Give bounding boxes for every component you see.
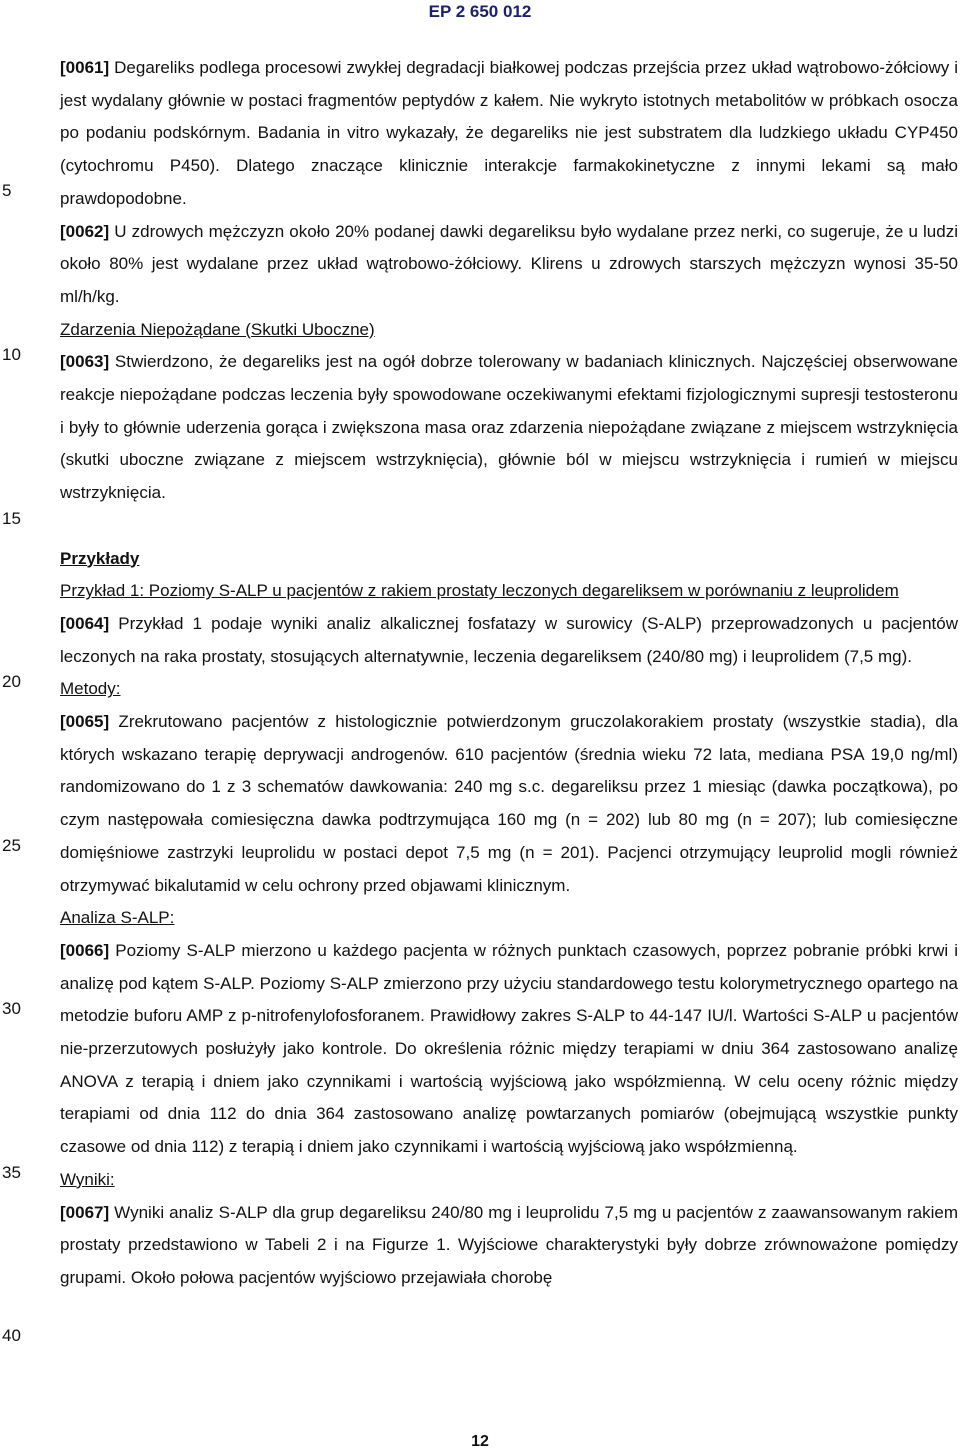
line-number-15: 15 — [2, 509, 21, 528]
paragraph-0062 — [60, 216, 958, 314]
section-heading-examples: Przykłady — [60, 548, 140, 568]
line-number-5: 5 — [2, 181, 12, 200]
line-number-35: 35 — [2, 1163, 21, 1182]
paragraph-text: Zrekrutowano pacjentów z histologicznie potwierdzonym gruczolakorakiem prostaty (wszystkie stadia), dla których wskazano terapię deprywacji androgenów. 610 pacjentów (średnia wieku 72 lata, mediana PSA 19,0 ng/ml) randomizowano do 1 z 3 schematów dawkowania: 240 mg s.c. degareliksu przez 1 miesiąc (dawka początkowa), po czym następowała comiesięczna dawka podtrzymująca 160 mg (n = 202) lub 80 mg (n = 207); lub comiesięczne domięśniowe zastrzyki leuprolidu w postaci depot 7,5 mg (n = 201). Pacjenci otrzymujący leuprolid mogli również otrzymywać bikalutamid w celu ochrony przed objawami klinicznym. — [60, 712, 958, 895]
paragraph-tag: [0062] — [60, 221, 110, 241]
section-heading-methods: Metody: — [60, 679, 121, 699]
line-number-40: 40 — [2, 1326, 21, 1345]
line-number-20: 20 — [2, 672, 21, 691]
paragraph-tag: [0061] — [60, 58, 110, 77]
example-1-heading: Przykład 1: Poziomy S-ALP u pacjentów z rakiem prostaty leczonych degareliksem w porównaniu z leuprolidem — [60, 581, 899, 601]
paragraph-0063 — [60, 346, 958, 510]
page-number: 12 — [471, 1433, 489, 1450]
paragraph-tag: [0066] — [60, 940, 110, 960]
paragraph-0067 — [60, 1197, 958, 1295]
section-heading-adverse-events: Zdarzenia Niepożądane (Skutki Uboczne) — [60, 319, 375, 339]
paragraph-text: Poziomy S-ALP mierzono u każdego pacjenta w różnych punktach czasowych, poprzez pobranie próbki krwi i analizę pod kątem S-ALP. Poziomy S-ALP zmierzono przy użyciu standardowego testu kolorymetrycznego opartego na metodzie buforu AMP z p-nitrofenylofosforanem. Prawidłowy zakres S-ALP to 44-147 IU/l. Wartości S-ALP u pacjentów nie-przerzutowych posłużyły jako kontrole. Do określenia różnic między terapiami w dniu 364 zastosowano analizę ANOVA z terapią i dniem jako czynnikami i wartością wyjściową jako współzmienną. W celu oceny różnic między terapiami od dnia 112 do dnia 364 zastosowano analizę powtarzanych pomiarów (obejmującą wszystkie punkty czasowe od dnia 112) z terapią i dniem jako czynnikami i wartością wyjściową jako współzmienną. — [60, 940, 958, 1157]
paragraph-0066 — [60, 935, 958, 1164]
paragraph-text: Przykład 1 podaje wyniki analiz alkalicznej fosfatazy w surowicy (S-ALP) przeprowadzonych u pacjentów leczonych na raka prostaty, stosujących alternatywnie, leczenia degareliksem (240/80 mg) i leuprolidem (7,5 mg). — [60, 613, 958, 666]
section-heading-results: Wyniki: — [60, 1169, 115, 1189]
paragraph-tag: [0067] — [60, 1202, 110, 1222]
paragraph-text: Stwierdzono, że degareliks jest na ogół dobrze tolerowany w badaniach klinicznych. Najczęściej obserwowane reakcje niepożądane podczas leczenia były spowodowane oczekiwanymi efektami fizjologicznymi supresji testosteronu i były to głównie uderzenia gorąca i zwiększona masa oraz zdarzenia niepożądane związane z miejscem wstrzyknięcia (skutki uboczne związane z miejscem wstrzyknięcia), głównie ból w miejscu wstrzyknięcia i rumień w miejscu wstrzyknięcia. — [60, 352, 958, 503]
paragraph-text: Wyniki analiz S-ALP dla grup degareliksu 240/80 mg i leuprolidu 7,5 mg u pacjentów z zaawansowanym rakiem prostaty przedstawiono w Tabeli 2 i na Figurze 1. Wyjściowe charakterystyki były dobrze zrównoważone pomiędzy grupami. Około połowa pacjentów wyjściowo przejawiała chorobę — [60, 1202, 958, 1287]
line-number-30: 30 — [2, 999, 21, 1018]
paragraph-0061 — [60, 52, 958, 216]
blank-line — [60, 510, 958, 543]
patent-number-header: EP 2 650 012 — [428, 2, 532, 21]
paragraph-text: U zdrowych mężczyzn około 20% podanej dawki degareliksu było wydalane przez nerki, co sugeruje, że u ludzi około 80% jest wydalane przez układ wątrobowo-żółciowy. Klirens u zdrowych starszych mężczyzn wynosi 35-50 ml/h/kg. — [60, 221, 958, 306]
paragraph-0065 — [60, 706, 958, 902]
paragraph-0064 — [60, 608, 958, 673]
section-heading-salp-analysis: Analiza S-ALP: — [60, 908, 175, 928]
document-body — [60, 52, 958, 1295]
paragraph-tag: [0065] — [60, 712, 110, 732]
line-number-10: 10 — [2, 345, 21, 364]
paragraph-tag: [0064] — [60, 613, 110, 633]
paragraph-text: Degareliks podlega procesowi zwykłej degradacji białkowej podczas przejścia przez układ wątrobowo-żółciowy i jest wydalany głównie w postaci fragmentów peptydów z kałem. Nie wykryto istotnych metabolitów w próbkach osocza po podaniu podskórnym. Badania in vitro wykazały, że degareliks nie jest substratem dla ludzkiego układu CYP450 (cytochromu P450). Dlatego znaczące klinicznie interakcje farmakokinetyczne z innymi lekami są mało prawdopodobne. — [60, 58, 958, 208]
paragraph-tag: [0063] — [60, 352, 110, 372]
line-number-25: 25 — [2, 836, 21, 855]
